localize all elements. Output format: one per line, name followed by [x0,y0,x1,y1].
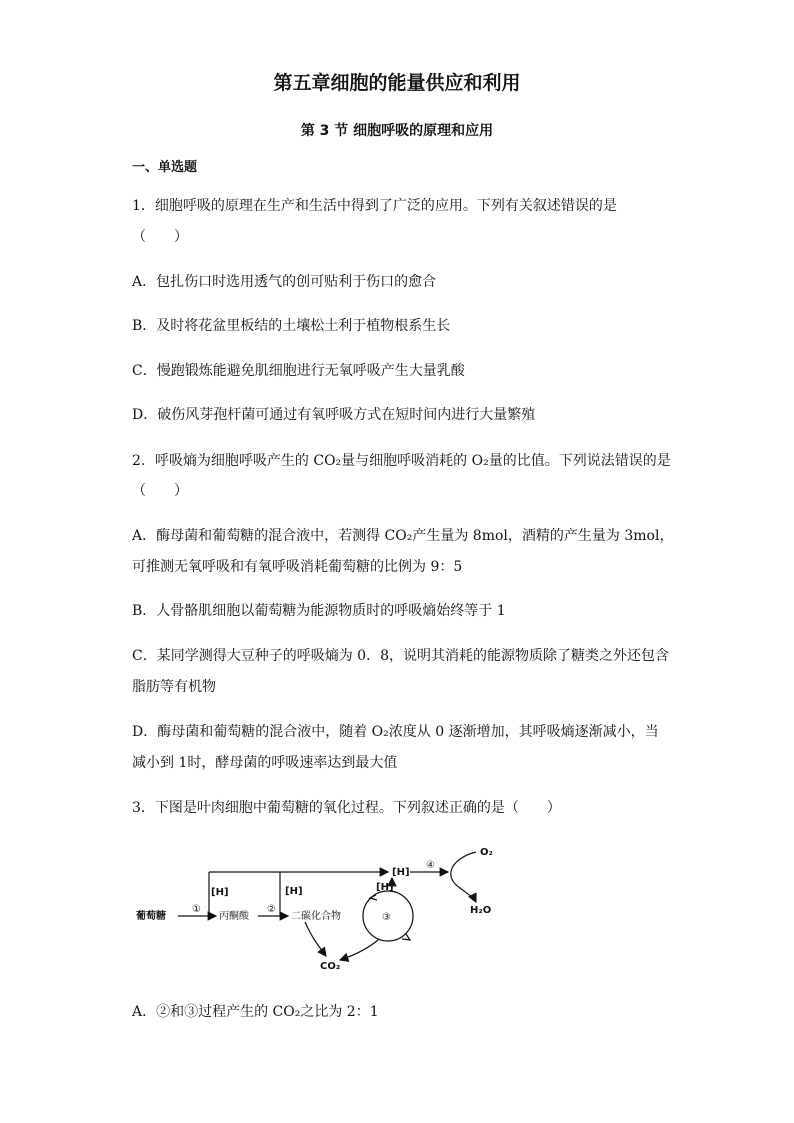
glucose-label: 葡萄糖 [136,911,166,922]
co2-label: CO₂ [320,961,341,972]
arrow-step-2-to-co2 [305,922,326,956]
h2o-label: H₂O [470,905,492,916]
chapter-title: 第五章细胞的能量供应和利用 [273,72,521,94]
question-2-option-a-cont: 可推测无氧呼吸和有氧呼吸消耗葡萄糖的比例为 9：5 [132,559,463,575]
h-label-step-2: [H] [285,886,303,897]
question-2-option-c-cont: 脂肪等有机物 [132,679,216,695]
step-2-label: ② [267,904,276,915]
question-2-stem: 2．呼吸熵为细胞呼吸产生的 CO₂量与细胞呼吸消耗的 O₂量的比值。下列说法错误的是 [132,453,671,469]
question-2-option-d[interactable]: D．酶母菌和葡萄糖的混合液中，随着 O₂浓度从 0 逐渐增加，其呼吸熵逐渐减小，当 [132,724,659,740]
h-label-top: [H] [392,867,410,878]
h-label-cycle: [H] [376,882,394,893]
question-2-option-b[interactable]: B．人骨骼肌细胞以葡萄糖为能源物质时的呼吸熵始终等于 1 [132,603,506,619]
question-1-option-a[interactable]: A．包扎伤口时选用透气的创可贴利于伤口的愈合 [132,274,437,290]
question-2-option-a[interactable]: A．酶母菌和葡萄糖的混合液中，若测得 CO₂产生量为 8mol，酒精的产生量为 3mol， [132,528,674,544]
question-3-stem: 3．下图是叶肉细胞中葡萄糖的氧化过程。下列叙述正确的是（ ） [132,800,561,816]
question-1-option-d[interactable]: D．破伤风芽孢杆菌可通过有氧呼吸方式在短时间内进行大量繁殖 [132,407,536,423]
question-2-answer-blank: （ ） [132,483,188,499]
question-1-answer-blank: （ ） [132,229,188,245]
h-label-step-1: [H] [211,887,229,898]
question-2-option-d-cont: 减小到 1时，酵母菌的呼吸速率达到最大值 [132,755,398,771]
cycle-3-arrowhead-bottom [402,934,410,940]
question-3-option-a[interactable]: A．②和③过程产生的 CO₂之比为 2：1 [132,1004,379,1020]
section-subtitle: 第 3 节 细胞呼吸的原理和应用 [300,123,494,139]
question-1-option-c[interactable]: C．慢跑锻炼能避免肌细胞进行无氧呼吸产生大量乳酸 [132,363,465,379]
question-type-heading: 一、单选题 [132,160,198,175]
step-3-label: ③ [382,912,391,923]
question-1-option-b[interactable]: B．及时将花盆里板结的土壤松土利于植物根系生长 [132,318,451,334]
step-1-label: ① [192,904,201,915]
question-2-option-c[interactable]: C．某同学测得大豆种子的呼吸熵为 0．8，说明其消耗的能源物质除了糖类之外还包含 [132,648,669,664]
cycle-3-arrowhead-top [370,895,377,900]
question-1-stem: 1．细胞呼吸的原理在生产和生活中得到了广泛的应用。下列有关叙述错误的是 [132,198,617,214]
pyruvate-label: 丙酮酸 [219,911,249,922]
step-4-label: ④ [426,860,435,871]
arrow-cycle-to-co2 [340,940,378,960]
arrow-o2-to-water [451,852,476,902]
intermediate-label: 二碳化合物 [291,911,341,922]
o2-label: O₂ [480,847,493,858]
glucose-oxidation-diagram [130,838,510,978]
